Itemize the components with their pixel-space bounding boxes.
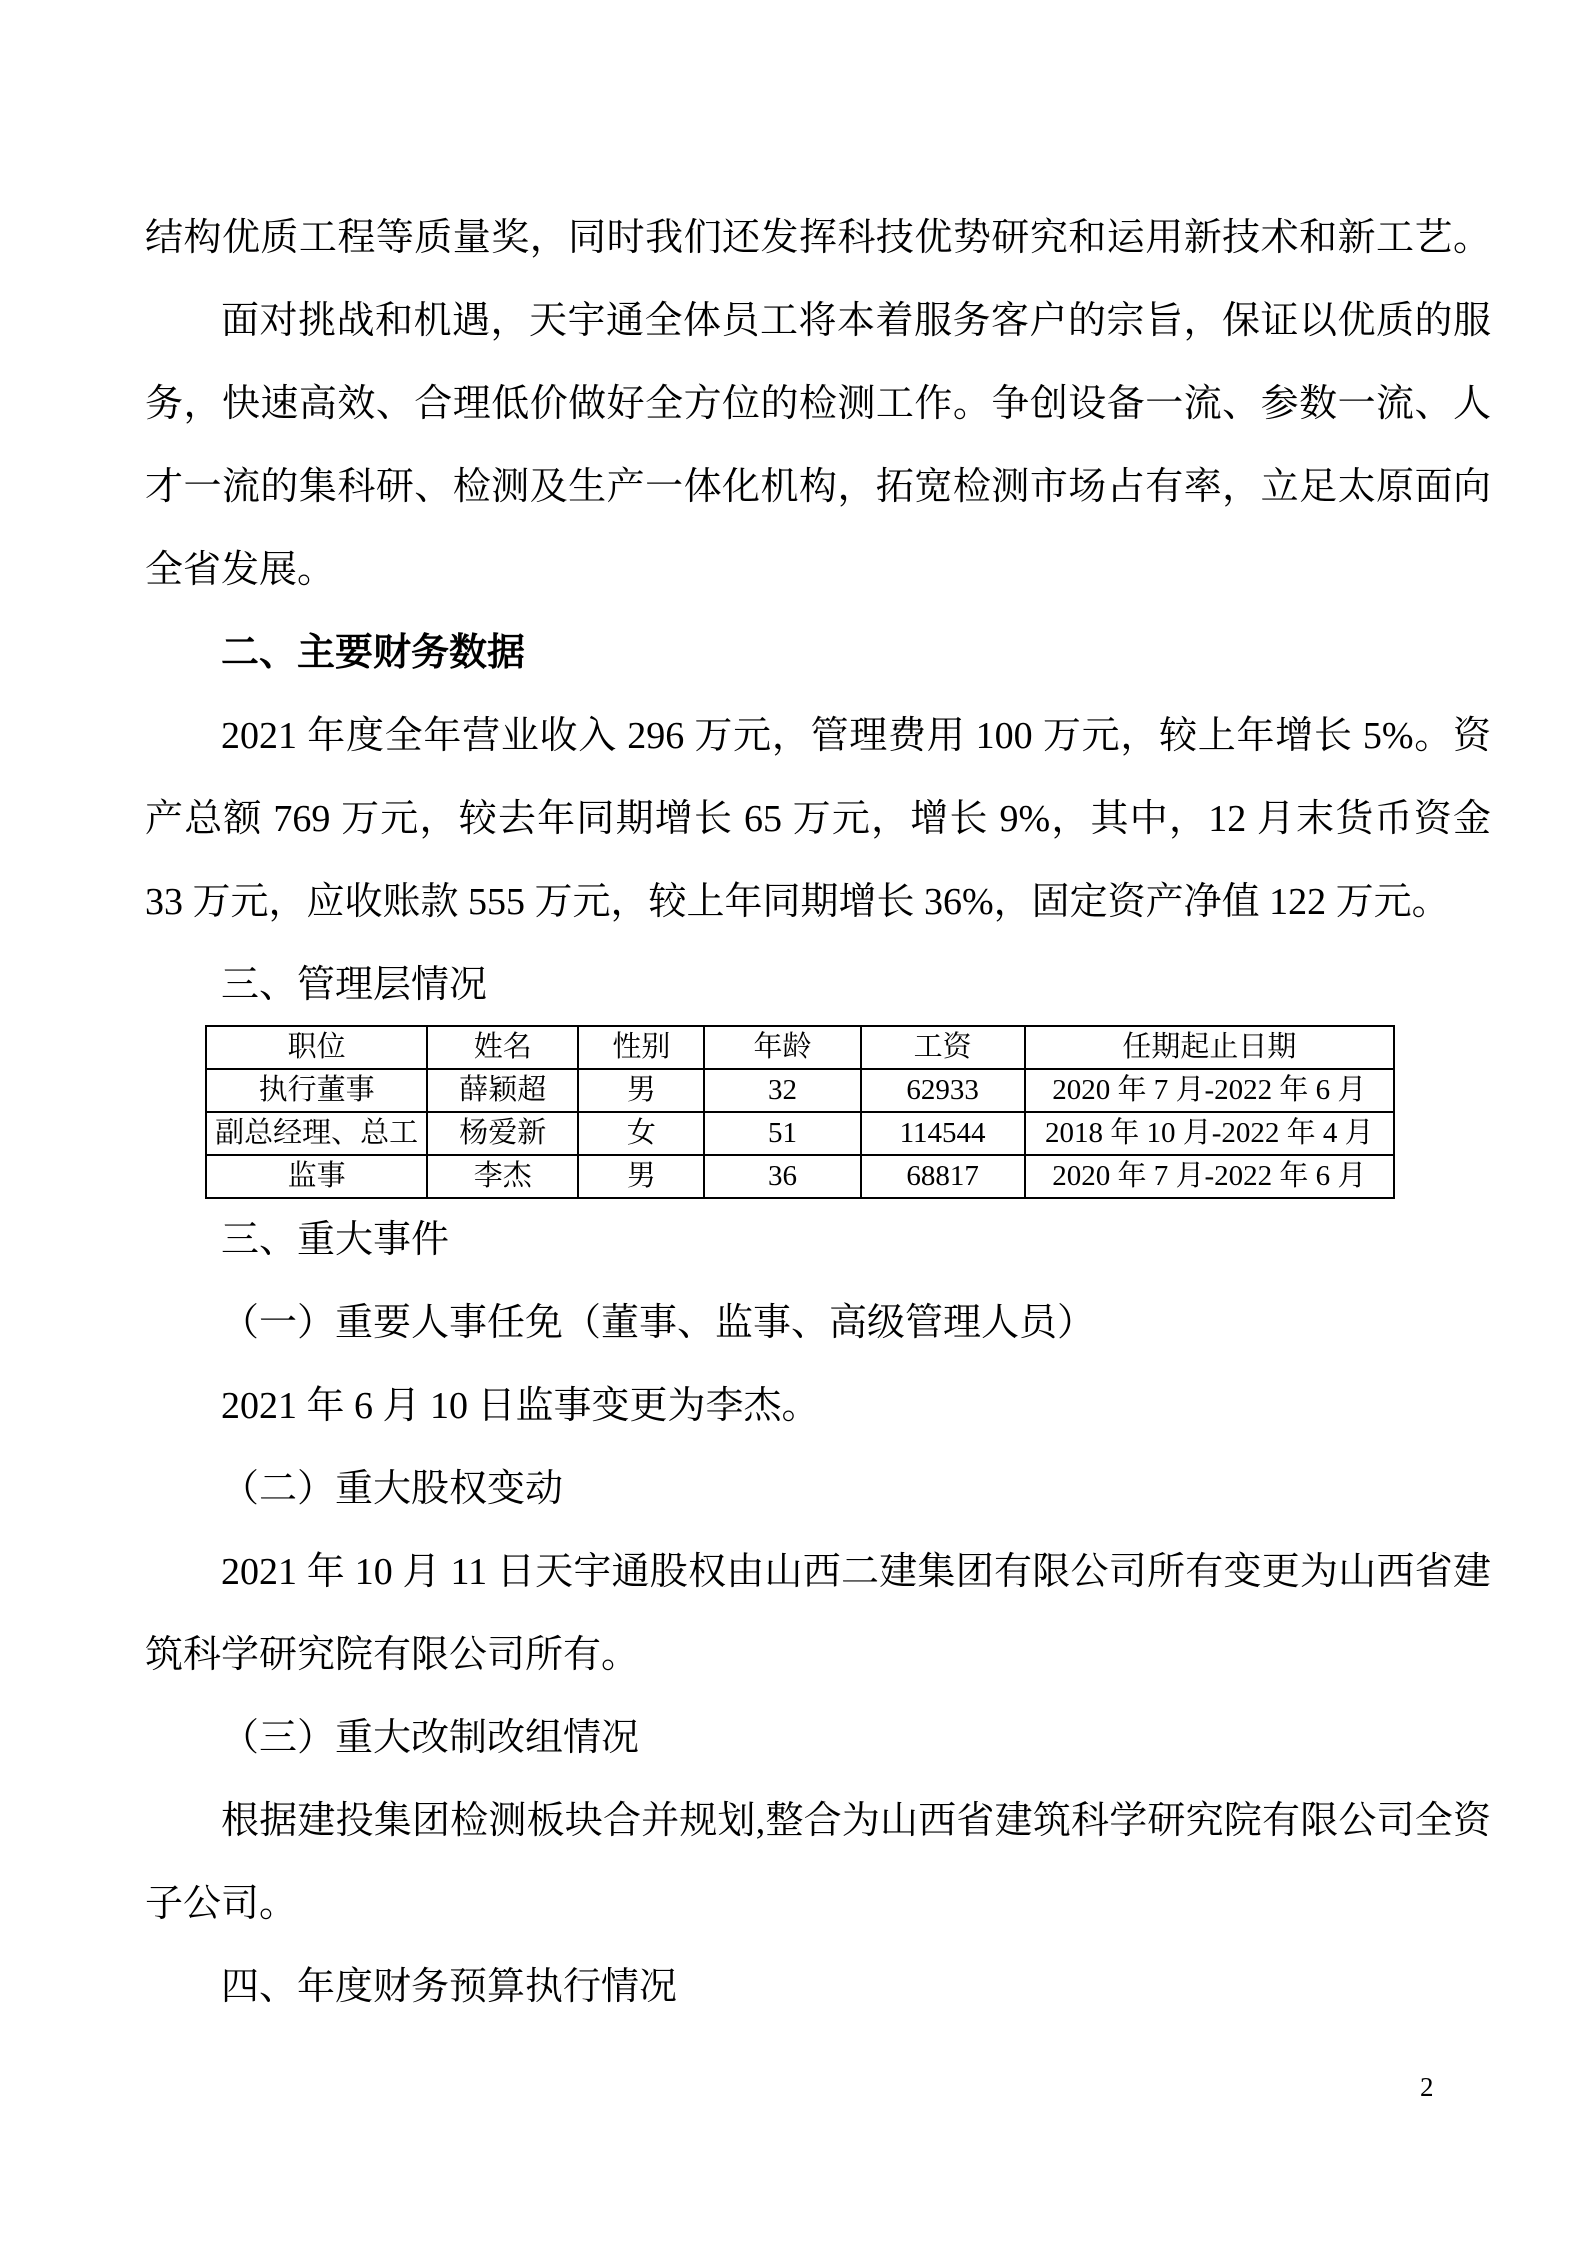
table-cell-name: 薛颖超 [427, 1069, 578, 1112]
paragraph-continuation: 结构优质工程等质量奖，同时我们还发挥科技优势研究和运用新技术和新工艺。 [145, 217, 1491, 259]
page-number: 2 [1420, 2072, 1434, 2102]
table-cell-gender: 女 [578, 1112, 704, 1155]
table-cell-age: 32 [704, 1069, 860, 1112]
column-header-term: 任期起止日期 [1025, 1026, 1394, 1069]
document-body [145, 0, 1491, 2029]
table-cell-position: 副总经理、总工 [206, 1112, 427, 1155]
table-cell-gender: 男 [578, 1155, 704, 1198]
column-header-salary: 工资 [861, 1026, 1025, 1069]
paragraph-event1-body: 2021 年 6 月 10 日监事变更为李杰。 [221, 1385, 820, 1427]
column-header-position: 职位 [206, 1026, 427, 1069]
table-cell-name: 杨爱新 [427, 1112, 578, 1155]
table-row [206, 1112, 1394, 1155]
table-cell-term: 2018 年 10 月-2022 年 4 月 [1025, 1112, 1394, 1155]
column-header-gender: 性别 [578, 1026, 704, 1069]
table-cell-salary: 62933 [861, 1069, 1025, 1112]
paragraph-event3-title: （三）重大改制改组情况 [221, 1717, 640, 1759]
column-header-name: 姓名 [427, 1026, 578, 1069]
table-cell-position: 执行董事 [206, 1069, 427, 1112]
paragraph-finance-data: 2021 年度全年营业收入 296 万元，管理费用 100 万元，较上年增长 5%。资产总额 769 万元，较去年同期增长 65 万元，增长 9%，其中，12 月末货币资金 33 万元，应收账款 555 万元，较上年同期增长 36%，固定资产净值 122 万元。 [145, 715, 1491, 923]
paragraph-event2-title: （二）重大股权变动 [221, 1468, 564, 1510]
table-cell-gender: 男 [578, 1069, 704, 1112]
table-cell-position: 监事 [206, 1155, 427, 1198]
section-heading-budget: 四、年度财务预算执行情况 [221, 1966, 678, 2008]
management-table [205, 1025, 1395, 1199]
paragraph-outlook: 面对挑战和机遇，天宇通全体员工将本着服务客户的宗旨，保证以优质的服务，快速高效、合理低价做好全方位的检测工作。争创设备一流、参数一流、人才一流的集科研、检测及生产一体化机构，拓宽检测市场占有率，立足太原面向全省发展。 [145, 300, 1491, 591]
column-header-age: 年龄 [704, 1026, 860, 1069]
table-row [206, 1069, 1394, 1112]
section-heading-events: 三、重大事件 [221, 1219, 450, 1261]
table-cell-salary: 114544 [861, 1112, 1025, 1155]
table-cell-term: 2020 年 7 月-2022 年 6 月 [1025, 1155, 1394, 1198]
table-cell-age: 51 [704, 1112, 860, 1155]
table-header-row [206, 1026, 1394, 1069]
section-heading-management: 三、管理层情况 [221, 964, 488, 1006]
section-heading-finance: 二、主要财务数据 [221, 632, 526, 674]
table-row [206, 1155, 1394, 1198]
paragraph-event1-title: （一）重要人事任免（董事、监事、高级管理人员） [221, 1302, 1096, 1344]
table-cell-age: 36 [704, 1155, 860, 1198]
table-cell-name: 李杰 [427, 1155, 578, 1198]
paragraph-event2-body: 2021 年 10 月 11 日天宇通股权由山西二建集团有限公司所有变更为山西省建筑科学研究院有限公司所有。 [145, 1551, 1491, 1676]
paragraph-event3-body: 根据建投集团检测板块合并规划,整合为山西省建筑科学研究院有限公司全资子公司。 [145, 1800, 1491, 1925]
table-cell-salary: 68817 [861, 1155, 1025, 1198]
table-cell-term: 2020 年 7 月-2022 年 6 月 [1025, 1069, 1394, 1112]
